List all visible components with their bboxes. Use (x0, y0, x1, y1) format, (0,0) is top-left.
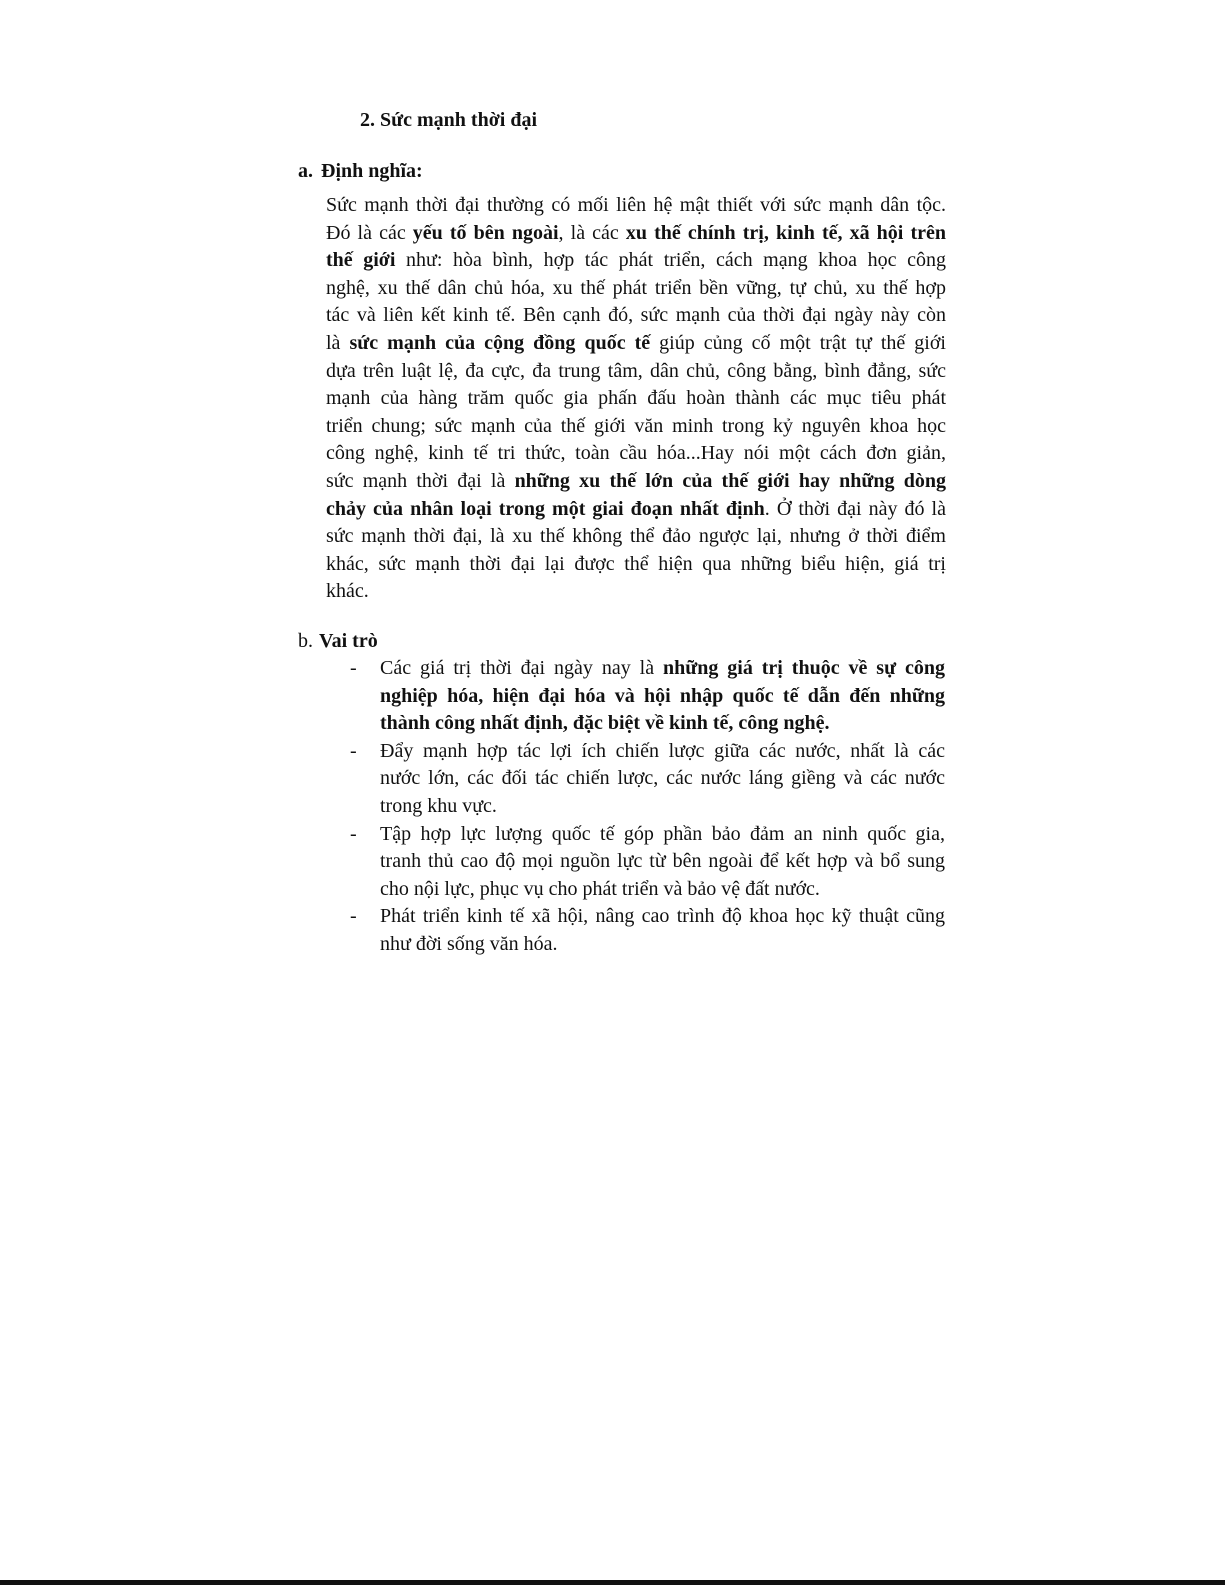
definition-line (326, 440, 946, 468)
definition-line (326, 578, 946, 606)
bullet-line (380, 738, 945, 766)
role-bullet-list (350, 655, 950, 959)
bold-text: xu thế chính trị, kinh tế, xã hội trên (625, 221, 946, 244)
definition-line (326, 330, 946, 358)
definition-paragraph (326, 192, 946, 606)
bold-text: yếu tố bên ngoài (412, 221, 559, 244)
text-run: dựa trên luật lệ, đa cực, đa trung tâm, dân chủ, công bằng, bình đẳng, sức (326, 359, 946, 382)
text-run: sức mạnh thời đại, là xu thế không thể đảo ngược lại, nhưng ở thời điểm (326, 525, 946, 548)
text-run: cho nội lực, phục vụ cho phát triển và bảo vệ đất nước. (380, 877, 820, 900)
definition-line (326, 192, 946, 220)
bullet-item (350, 903, 950, 958)
bold-text: những xu thế lớn của thế giới hay những dòng (514, 469, 946, 492)
text-run: là (326, 331, 350, 354)
definition-line (326, 413, 946, 441)
bullet-text (380, 738, 945, 821)
text-run: công nghệ, kinh tế tri thức, toàn cầu hóa...Hay nói một cách đơn giản, (326, 442, 946, 465)
bullet-dash: - (350, 657, 357, 679)
definition-heading-text: Định nghĩa: (321, 160, 423, 182)
bullet-line (380, 903, 945, 931)
bold-text: những giá trị thuộc về sự công (663, 657, 945, 679)
text-run: Đẩy mạnh hợp tác lợi ích chiến lược giữa các nước, nhất là các (380, 739, 945, 762)
definition-line (326, 468, 946, 496)
text-run: Đó là các (326, 221, 413, 244)
bullet-item (350, 655, 950, 738)
text-run: giúp củng cố một trật tự thế giới (650, 331, 946, 354)
text-run: khác. (326, 580, 369, 603)
role-marker: b. (298, 630, 313, 652)
text-run: Tập hợp lực lượng quốc tế góp phần bảo đảm an ninh quốc gia, (380, 822, 945, 845)
text-run: khác, sức mạnh thời đại lại được thể hiện qua những biểu hiện, giá trị (326, 552, 946, 575)
bullet-line (380, 821, 945, 849)
bold-text: thành công nhất định, đặc biệt về kinh tế, công nghệ. (380, 712, 830, 735)
page-bottom-border (0, 1580, 1225, 1585)
text-run: Sức mạnh thời đại thường có mối liên hệ mật thiết với sức mạnh dân tộc. (326, 194, 946, 216)
definition-line (326, 523, 946, 551)
role-heading (298, 627, 378, 655)
bullet-line (380, 655, 945, 683)
text-run: như: hòa bình, hợp tác phát triển, cách mạng khoa học công (395, 249, 946, 272)
bullet-dash: - (350, 822, 357, 845)
role-heading-text: Vai trò (319, 630, 378, 652)
bullet-line (380, 710, 945, 738)
text-run: Phát triển kinh tế xã hội, nâng cao trình độ khoa học kỹ thuật cũng (380, 905, 945, 928)
bullet-dash: - (350, 905, 357, 928)
text-run: nước lớn, các đối tác chiến lược, các nước láng giềng và các nước (380, 767, 945, 790)
text-run: . Ở thời đại này đó là (764, 497, 946, 520)
text-run: triển chung; sức mạnh của thế giới văn minh trong kỷ nguyên khoa học (326, 414, 946, 437)
section-title: 2. Sức mạnh thời đại (360, 109, 538, 131)
bullet-text (380, 821, 945, 904)
text-run: tác và liên kết kinh tế. Bên cạnh đó, sức mạnh của thời đại ngày này còn (326, 304, 946, 327)
bullet-line (380, 683, 945, 711)
bullet-text (380, 903, 945, 958)
definition-line (326, 551, 946, 579)
text-run: Các giá trị thời đại ngày nay là (380, 657, 663, 679)
bullet-text (380, 655, 945, 738)
text-run: mạnh của hàng trăm quốc gia phấn đấu hoàn thành các mục tiêu phát (326, 387, 946, 410)
text-run: nghệ, xu thế dân chủ hóa, xu thế phát triển bền vững, tự chủ, xu thế hợp (326, 276, 946, 299)
bullet-line (380, 765, 945, 793)
definition-line (326, 275, 946, 303)
bold-text: sức mạnh của cộng đồng quốc tế (349, 331, 651, 354)
bullet-dash: - (350, 739, 357, 762)
bullet-line (380, 931, 945, 959)
definition-line (326, 385, 946, 413)
bullet-line (380, 848, 945, 876)
text-run: trong khu vực. (380, 794, 497, 817)
bold-text: nghiệp hóa, hiện đại hóa và hội nhập quốc tế dẫn đến những (380, 684, 945, 707)
bullet-item (350, 821, 950, 904)
definition-line (326, 302, 946, 330)
bullet-line (380, 793, 945, 821)
text-run: như đời sống văn hóa. (380, 932, 558, 955)
definition-heading (298, 157, 423, 185)
text-run: sức mạnh thời đại là (326, 469, 515, 492)
bullet-item (350, 738, 950, 821)
definition-marker: a. (298, 160, 313, 182)
text-run: , là các (558, 221, 626, 244)
definition-line (326, 220, 946, 248)
definition-line (326, 496, 946, 524)
definition-line (326, 247, 946, 275)
definition-line (326, 358, 946, 386)
bullet-line (380, 876, 945, 904)
bold-text: chảy của nhân loại trong một giai đoạn nhất định (326, 497, 765, 520)
text-run: tranh thủ cao độ mọi nguồn lực từ bên ngoài để kết hợp và bổ sung (380, 850, 945, 873)
bold-text: thế giới (326, 249, 396, 272)
